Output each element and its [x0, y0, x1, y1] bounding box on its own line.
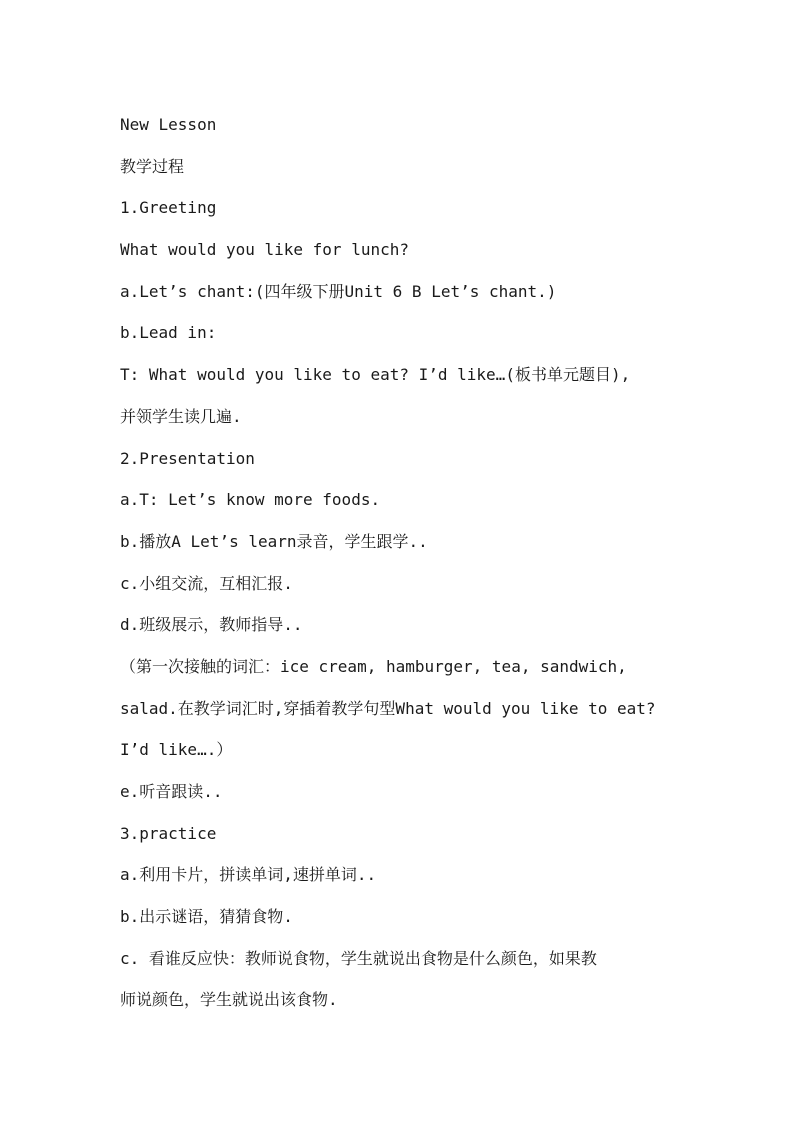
text-line: a.T: Let’s know more foods.: [120, 490, 381, 510]
text-line: 师说颜色，学生就说出该食物.: [120, 990, 338, 1010]
text-line: c.小组交流，互相汇报.: [120, 573, 293, 593]
text-line: e.听音跟读..: [120, 782, 223, 801]
step-presentation: 2.Presentation: [120, 448, 255, 468]
text-line: （第一次接触的词汇：ice cream, hamburger, tea, sandwich,: [120, 656, 627, 676]
text-line: c. 看谁反应快：教师说食物，学生就说出食物是什么颜色，如果教: [120, 948, 597, 968]
text-line: salad.在教学词汇时,穿插着教学句型What would you like to eat?: [120, 698, 656, 718]
text-line: b.出示谜语，猜猜食物.: [120, 907, 293, 927]
text-line: 并领学生读几遍.: [120, 406, 242, 426]
section-heading: 教学过程: [120, 156, 185, 176]
lesson-text: [120, 104, 680, 1021]
step-practice: 3.practice: [120, 823, 217, 843]
text-line: d.班级展示，教师指导..: [120, 615, 303, 635]
lesson-title: New Lesson: [120, 115, 217, 134]
text-line: b.播放A Let’s learn录音，学生跟学..: [120, 531, 428, 551]
text-line: b.Lead in:: [120, 323, 217, 343]
text-line: What would you like for lunch?: [120, 240, 409, 260]
step-greeting: 1.Greeting: [120, 198, 217, 218]
text-line: I’d like….）: [120, 740, 233, 760]
text-line: T: What would you like to eat? I’d like…(板书单元题目),: [120, 365, 631, 385]
text-line: a.Let’s chant:(四年级下册Unit 6 B Let’s chant.): [120, 281, 557, 301]
text-line: a.利用卡片，拼读单词,速拼单词..: [120, 865, 377, 885]
